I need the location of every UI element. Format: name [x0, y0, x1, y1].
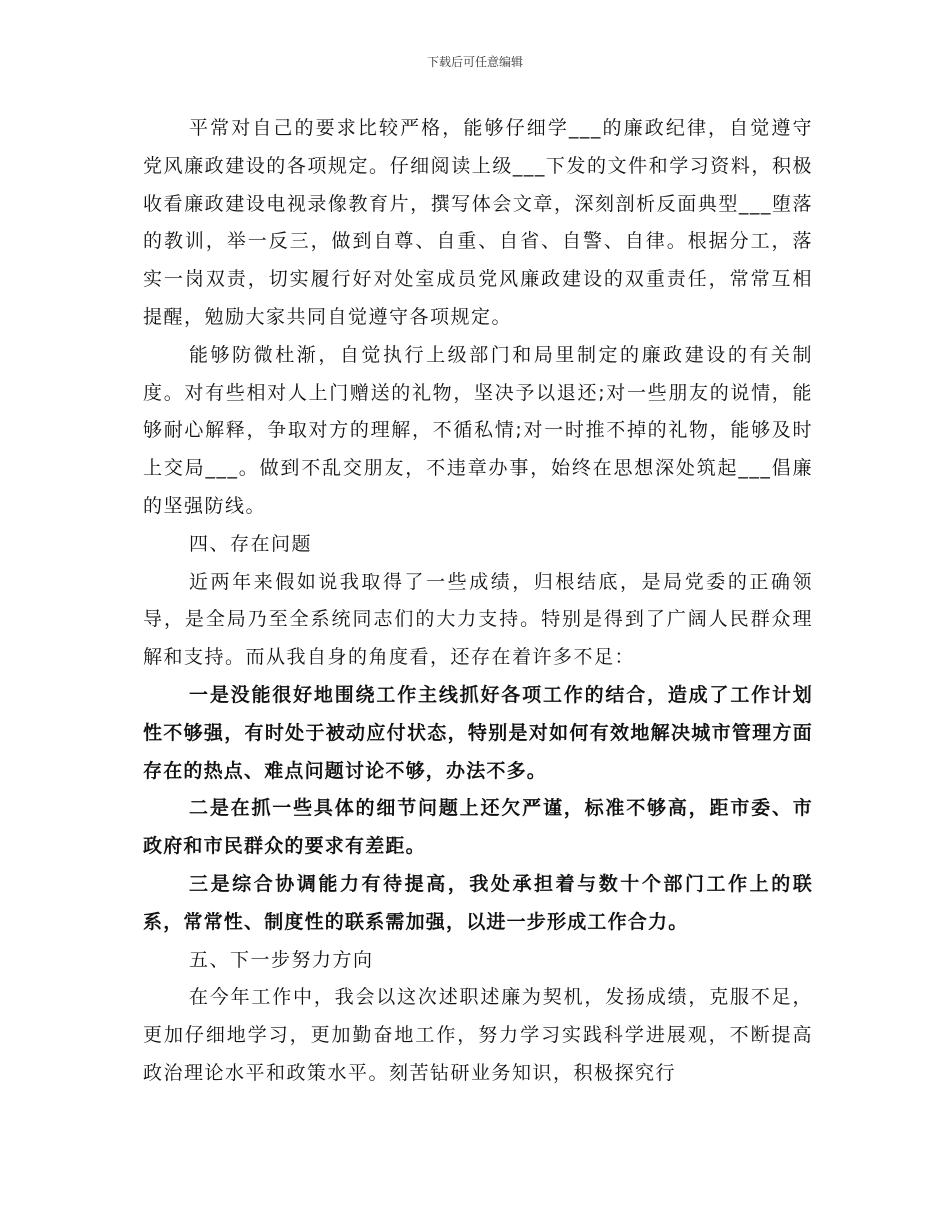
section-heading-problems: 四、存在问题 [189, 532, 313, 555]
paragraph-problem-three: 三是综合协调能力有待提高，我处承担着与数十个部门工作上的联系，常常性、制度性的联系需加强，以进一步形成工作合力。 [143, 872, 813, 933]
paragraph-problem-one: 一是没能很好地围绕工作主线抓好各项工作的结合，造成了工作计划性不够强，有时处于被动应付状态，特别是对如何有效地解决城市管理方面存在的热点、难点问题讨论不够，办法不多。 [143, 683, 813, 782]
document-body [143, 110, 813, 1093]
paragraph-prevention: 能够防微杜渐，自觉执行上级部门和局里制定的廉政建设的有关制度。对有些相对人上门赠送的礼物，坚决予以退还;对一些朋友的说情，能够耐心解释，争取对方的理解，不循私情;对一时推不掉的礼物，能够及时上交局___。做到不乱交朋友，不违章办事，始终在思想深处筑起___倡廉的坚强防线。 [143, 343, 813, 517]
paragraph-problem-two: 二是在抓一些具体的细节问题上还欠严谨，标准不够高，距市委、市政府和市民群众的要求有差距。 [143, 797, 813, 858]
page-header-note: 下载后可任意编辑 [426, 55, 523, 69]
paragraph-next-steps: 在今年工作中，我会以这次述职述廉为契机，发扬成绩，克服不足，更加仔细地学习，更加勤奋地工作，努力学习实践科学进展观，不断提高政治理论水平和政策水平。刻苦钻研业务知识，积极探究行 [143, 986, 813, 1084]
paragraph-achievements: 近两年来假如说我取得了一些成绩，归根结底，是局党委的正确领导，是全局乃至全系统同志们的大力支持。特别是得到了广阔人民群众理解和支持。而从我自身的角度看，还存在着许多不足： [143, 570, 813, 669]
section-heading-next-steps: 五、下一步努力方向 [189, 948, 374, 971]
paragraph-integrity-discipline: 平常对自己的要求比较严格，能够仔细学___的廉政纪律，自觉遵守党风廉政建设的各项规定。仔细阅读上级___下发的文件和学习资料，积极收看廉政建设电视录像教育片，撰写体会文章，深刻剖析反面典型___堕落的教训，举一反三，做到自尊、自重、自省、自警、自律。根据分工，落实一岗双责，切实履行好对处室成员党风廉政建设的双重责任，常常互相提醒，勉励大家共同自觉遵守各项规定。 [143, 117, 813, 328]
